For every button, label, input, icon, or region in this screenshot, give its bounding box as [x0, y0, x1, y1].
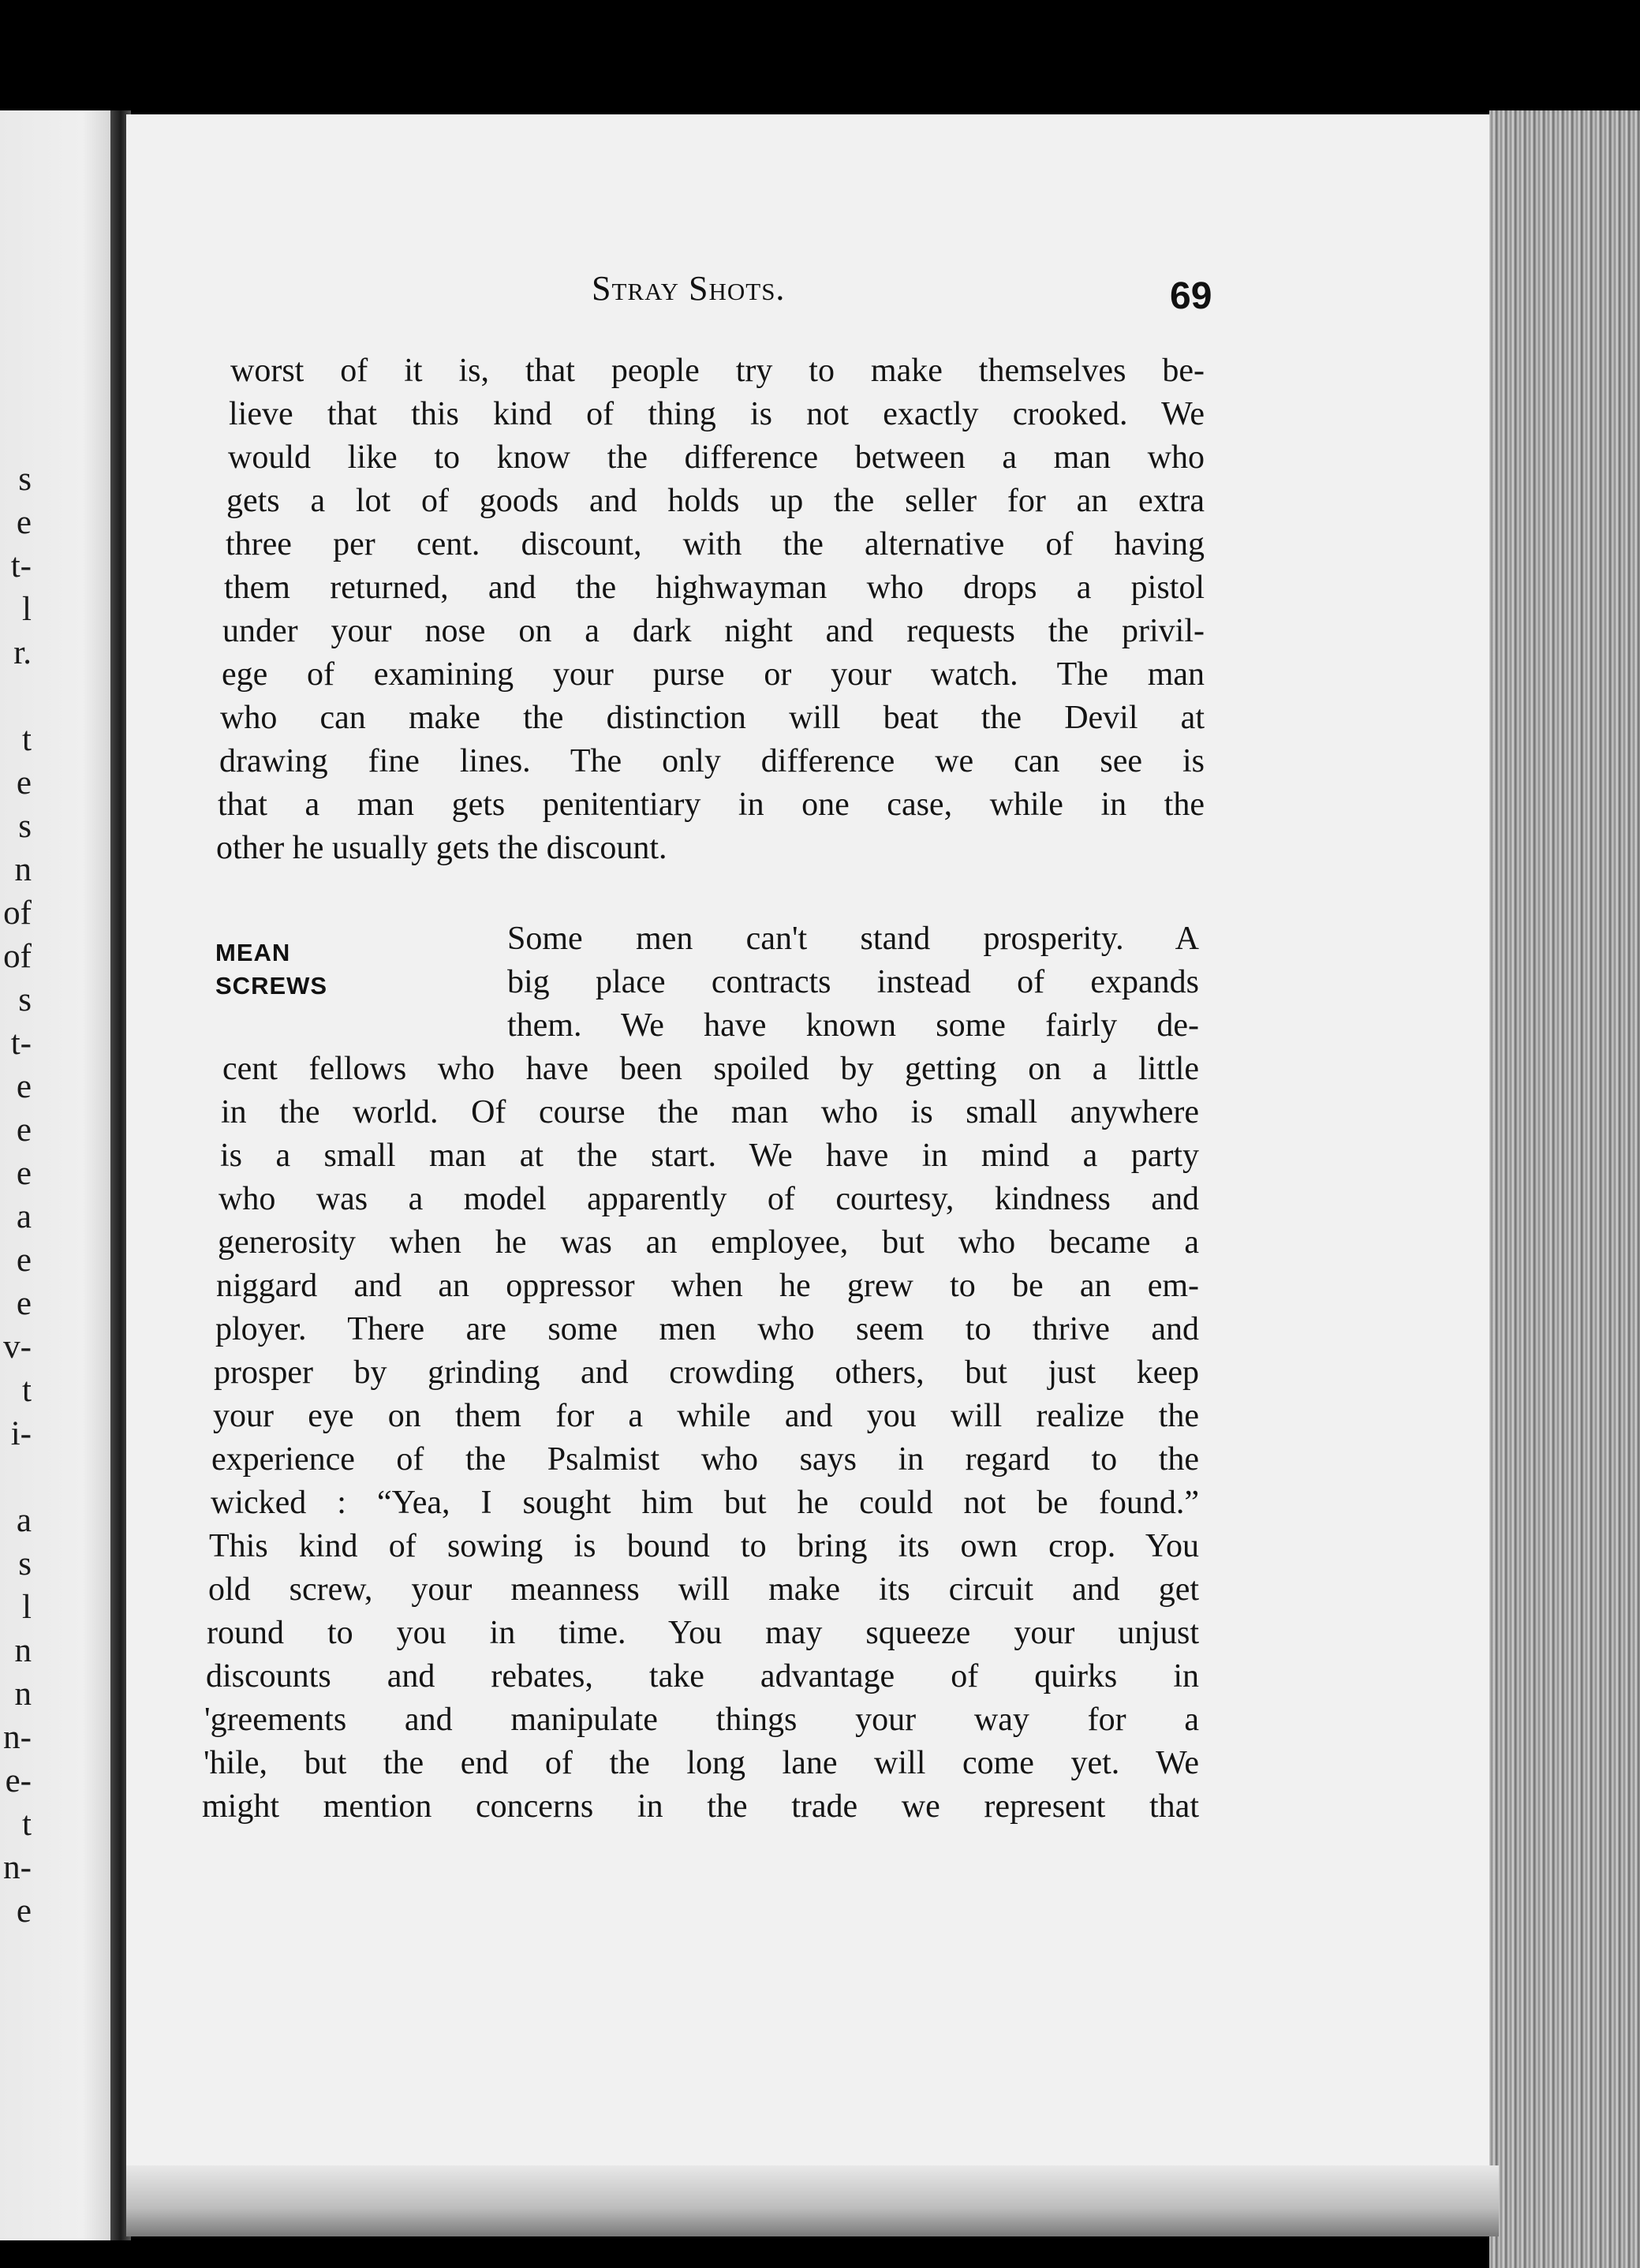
text-line: ege of examining your purse or your watch. The man: [222, 656, 1205, 693]
previous-page-fragment: n-: [3, 1719, 32, 1756]
previous-page-fragment: e-: [5, 1762, 32, 1799]
text-line: old screw, your meanness will make its circuit and get: [208, 1571, 1199, 1608]
page-stack-edge: [1489, 110, 1640, 2268]
previous-page-fragment: n: [14, 1632, 32, 1669]
text-line: ployer. There are some men who seem to thrive and: [215, 1311, 1199, 1347]
text-line: 'hile, but the end of the long lane will come yet. We: [204, 1745, 1199, 1781]
text-line: big place contracts instead of expands: [507, 964, 1199, 1000]
previous-page-fragment: t: [22, 1806, 32, 1843]
previous-page-fragment: a: [16, 1502, 32, 1539]
previous-page-fragment: of: [3, 938, 32, 975]
text-line: This kind of sowing is bound to bring its own crop. You: [209, 1528, 1199, 1564]
page-number: 69: [1170, 275, 1212, 317]
previous-page-fragment: n: [14, 851, 32, 888]
text-line: lieve that this kind of thing is not exactly crooked. We: [229, 396, 1205, 432]
previous-page-fragments: [0, 458, 32, 1933]
previous-page-fragment: e: [16, 1892, 32, 1930]
previous-page-fragment: n: [14, 1676, 32, 1713]
previous-page-fragment: t: [22, 1372, 32, 1409]
previous-page-fragment: t: [22, 721, 32, 758]
text-line: prosper by grinding and crowding others, but just keep: [214, 1354, 1199, 1391]
previous-page-fragment: e: [16, 504, 32, 541]
previous-page-fragment: e: [16, 764, 32, 801]
text-line: Some men can't stand prosperity. A: [507, 921, 1199, 957]
text-line: experience of the Psalmist who says in regard to the: [211, 1441, 1199, 1478]
previous-page-fragment: e: [16, 1068, 32, 1105]
text-line: niggard and an oppressor when he grew to be an em-: [216, 1268, 1199, 1304]
previous-page-fragment: r.: [13, 634, 32, 671]
previous-page-fragment: s: [18, 808, 32, 845]
text-line: who was a model apparently of courtesy, kindness and: [219, 1181, 1199, 1217]
text-line: round to you in time. You may squeeze your unjust: [207, 1615, 1199, 1651]
text-line: who can make the distinction will beat the Devil at: [220, 700, 1205, 736]
text-line: discounts and rebates, take advantage of quirks in: [206, 1658, 1199, 1694]
previous-page-fragment: s: [18, 461, 32, 498]
previous-page-fragment: i-: [10, 1415, 32, 1452]
text-line: worst of it is, that people try to make themselves be-: [230, 353, 1205, 389]
previous-page-fragment: e: [16, 1112, 32, 1149]
previous-page-fragment: n-: [3, 1849, 32, 1886]
previous-page-fragment: [0, 1455, 32, 1499]
text-line: is a small man at the start. We have in mind a party: [220, 1138, 1199, 1174]
text-line: them returned, and the highwayman who drops a pistol: [224, 570, 1205, 606]
previous-page-fragment: a: [16, 1198, 32, 1235]
text-line: drawing fine lines. The only difference we can see is: [219, 743, 1205, 779]
previous-page-edge: [0, 110, 118, 2240]
running-header-title: Stray Shots.: [592, 269, 786, 308]
previous-page-fragment: [0, 674, 32, 718]
text-line: gets a lot of goods and holds up the seller for an extra: [226, 483, 1205, 519]
text-line: might mention concerns in the trade we represent that: [202, 1788, 1199, 1825]
previous-page-fragment: e: [16, 1285, 32, 1322]
previous-page-fragment: l: [22, 1589, 32, 1626]
sidehead-line-1: MEAN: [215, 939, 291, 966]
previous-page-fragment: s: [18, 1545, 32, 1582]
previous-page-fragment: e: [16, 1155, 32, 1192]
previous-page-fragment: t-: [10, 1025, 32, 1062]
text-line: cent fellows who have been spoiled by getting on a little: [222, 1051, 1199, 1087]
previous-page-fragment: t-: [10, 547, 32, 585]
text-line: under your nose on a dark night and requests the privil-: [222, 613, 1205, 649]
text-line: your eye on them for a while and you will realize the: [213, 1398, 1199, 1434]
text-line: them. We have known some fairly de-: [507, 1007, 1199, 1044]
text-line: three per cent. discount, with the alternative of having: [226, 526, 1205, 562]
text-line: would like to know the difference between a man who: [228, 439, 1205, 476]
text-line: wicked : “Yea, I sought him but he could not be found.”: [211, 1485, 1199, 1521]
previous-page-fragment: of: [3, 895, 32, 932]
text-line: in the world. Of course the man who is small anywhere: [221, 1094, 1199, 1130]
text-line: generosity when he was an employee, but who became a: [218, 1224, 1199, 1261]
text-line: other he usually gets the discount.: [216, 830, 667, 866]
page-bottom-shadow: [126, 2165, 1499, 2236]
previous-page-fragment: v-: [3, 1328, 32, 1366]
previous-page-fragment: s: [18, 981, 32, 1018]
text-line: 'greements and manipulate things your way for a: [204, 1702, 1199, 1738]
sidehead-line-2: SCREWS: [215, 972, 328, 999]
previous-page-fragment: l: [22, 591, 32, 628]
previous-page-fragment: e: [16, 1242, 32, 1279]
text-line: that a man gets penitentiary in one case, while in the: [218, 787, 1205, 823]
